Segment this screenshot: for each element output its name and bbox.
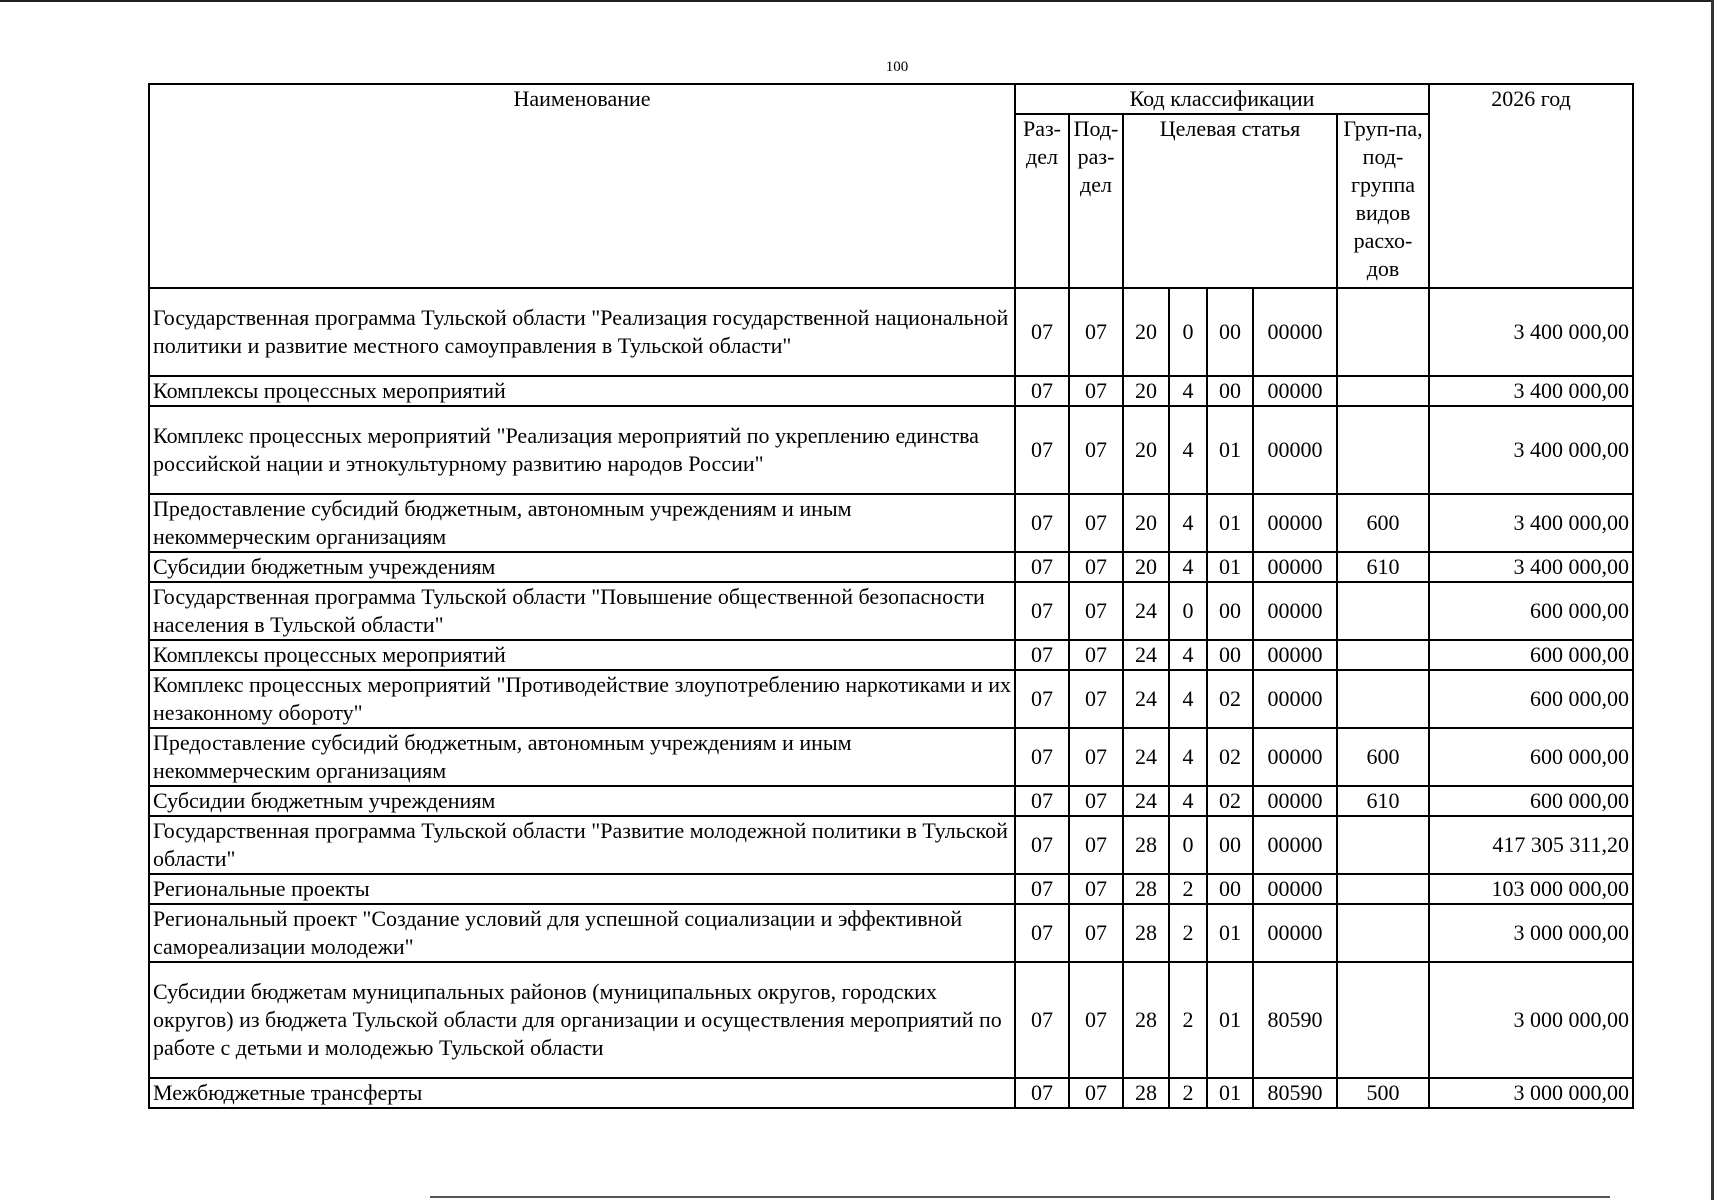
row-amount: 600 000,00 bbox=[1429, 640, 1633, 670]
row-razdel: 07 bbox=[1015, 376, 1069, 406]
row-razdel: 07 bbox=[1015, 640, 1069, 670]
row-podrazdel: 07 bbox=[1069, 670, 1123, 728]
row-name: Предоставление субсидий бюджетным, автономным учреждениям и иным некоммерческим организациям bbox=[149, 494, 1015, 552]
row-target-article-element: 01 bbox=[1207, 1078, 1253, 1108]
budget-table bbox=[148, 83, 1634, 1109]
scan-edge-top bbox=[0, 0, 1714, 2]
table-row bbox=[149, 786, 1633, 816]
row-target-article-program: 28 bbox=[1123, 1078, 1169, 1108]
row-amount: 600 000,00 bbox=[1429, 670, 1633, 728]
table-row bbox=[149, 640, 1633, 670]
row-amount: 3 000 000,00 bbox=[1429, 1078, 1633, 1108]
row-target-article-program: 24 bbox=[1123, 728, 1169, 786]
row-target-article-program: 20 bbox=[1123, 552, 1169, 582]
row-expense-group: 610 bbox=[1337, 786, 1429, 816]
header-target-article: Целевая статья bbox=[1123, 114, 1337, 288]
row-expense-group bbox=[1337, 962, 1429, 1078]
row-razdel: 07 bbox=[1015, 904, 1069, 962]
row-amount: 3 400 000,00 bbox=[1429, 406, 1633, 494]
row-name: Комплексы процессных мероприятий bbox=[149, 376, 1015, 406]
header-name: Наименование bbox=[149, 84, 1015, 288]
row-target-article-program: 28 bbox=[1123, 874, 1169, 904]
header-expense-group: Груп-па, под-группа видов расхо-дов bbox=[1337, 114, 1429, 288]
row-expense-group: 600 bbox=[1337, 494, 1429, 552]
row-target-article-type: 0 bbox=[1169, 816, 1207, 874]
row-expense-group bbox=[1337, 670, 1429, 728]
row-target-article-type: 4 bbox=[1169, 640, 1207, 670]
row-razdel: 07 bbox=[1015, 874, 1069, 904]
table-row bbox=[149, 1078, 1633, 1108]
row-podrazdel: 07 bbox=[1069, 962, 1123, 1078]
row-amount: 3 000 000,00 bbox=[1429, 962, 1633, 1078]
table-row bbox=[149, 728, 1633, 786]
header-razdel: Раз-дел bbox=[1015, 114, 1069, 288]
row-name: Предоставление субсидий бюджетным, автономным учреждениям и иным некоммерческим организациям bbox=[149, 728, 1015, 786]
row-expense-group bbox=[1337, 406, 1429, 494]
table-row bbox=[149, 874, 1633, 904]
row-razdel: 07 bbox=[1015, 816, 1069, 874]
row-target-article-direction: 80590 bbox=[1253, 962, 1337, 1078]
page-number: 100 bbox=[885, 59, 909, 75]
row-expense-group bbox=[1337, 582, 1429, 640]
row-target-article-direction: 00000 bbox=[1253, 494, 1337, 552]
table-row bbox=[149, 552, 1633, 582]
row-target-article-program: 28 bbox=[1123, 904, 1169, 962]
row-podrazdel: 07 bbox=[1069, 494, 1123, 552]
table-row bbox=[149, 582, 1633, 640]
table-row bbox=[149, 494, 1633, 552]
row-target-article-program: 24 bbox=[1123, 786, 1169, 816]
row-razdel: 07 bbox=[1015, 1078, 1069, 1108]
row-target-article-type: 2 bbox=[1169, 962, 1207, 1078]
row-podrazdel: 07 bbox=[1069, 552, 1123, 582]
row-target-article-type: 0 bbox=[1169, 288, 1207, 376]
row-podrazdel: 07 bbox=[1069, 376, 1123, 406]
bottom-line bbox=[430, 1196, 1610, 1198]
row-amount: 3 000 000,00 bbox=[1429, 904, 1633, 962]
row-razdel: 07 bbox=[1015, 552, 1069, 582]
row-target-article-element: 01 bbox=[1207, 552, 1253, 582]
row-amount: 600 000,00 bbox=[1429, 728, 1633, 786]
row-amount: 3 400 000,00 bbox=[1429, 376, 1633, 406]
row-expense-group bbox=[1337, 288, 1429, 376]
row-name: Субсидии бюджетам муниципальных районов (муниципальных округов, городских округов) из бюджета Тульской области для организации и осуществления мероприятий по работе с детьми и молодежью Тульской области bbox=[149, 962, 1015, 1078]
row-name: Государственная программа Тульской области "Развитие молодежной политики в Тульской области" bbox=[149, 816, 1015, 874]
row-target-article-element: 01 bbox=[1207, 406, 1253, 494]
row-podrazdel: 07 bbox=[1069, 786, 1123, 816]
row-name: Комплекс процессных мероприятий "Реализация мероприятий по укреплению единства российской нации и этнокультурному развитию народов России" bbox=[149, 406, 1015, 494]
row-name: Комплексы процессных мероприятий bbox=[149, 640, 1015, 670]
row-target-article-direction: 00000 bbox=[1253, 670, 1337, 728]
row-target-article-type: 4 bbox=[1169, 376, 1207, 406]
row-target-article-element: 02 bbox=[1207, 786, 1253, 816]
row-name: Региональные проекты bbox=[149, 874, 1015, 904]
row-target-article-element: 01 bbox=[1207, 904, 1253, 962]
row-expense-group bbox=[1337, 640, 1429, 670]
row-target-article-type: 4 bbox=[1169, 670, 1207, 728]
row-target-article-element: 01 bbox=[1207, 962, 1253, 1078]
row-target-article-direction: 00000 bbox=[1253, 552, 1337, 582]
row-target-article-type: 0 bbox=[1169, 582, 1207, 640]
row-expense-group: 610 bbox=[1337, 552, 1429, 582]
row-name: Региональный проект "Создание условий для успешной социализации и эффективной самореализации молодежи" bbox=[149, 904, 1015, 962]
row-target-article-direction: 00000 bbox=[1253, 288, 1337, 376]
table-row bbox=[149, 406, 1633, 494]
row-podrazdel: 07 bbox=[1069, 728, 1123, 786]
row-target-article-direction: 00000 bbox=[1253, 874, 1337, 904]
table-row bbox=[149, 816, 1633, 874]
row-amount: 3 400 000,00 bbox=[1429, 288, 1633, 376]
row-name: Государственная программа Тульской области "Реализация государственной национальной политики и развитие местного самоуправления в Тульской области" bbox=[149, 288, 1015, 376]
row-name: Государственная программа Тульской области "Повышение общественной безопасности населения в Тульской области" bbox=[149, 582, 1015, 640]
row-target-article-direction: 00000 bbox=[1253, 406, 1337, 494]
row-target-article-program: 20 bbox=[1123, 494, 1169, 552]
row-target-article-type: 4 bbox=[1169, 728, 1207, 786]
row-target-article-direction: 00000 bbox=[1253, 786, 1337, 816]
row-target-article-element: 01 bbox=[1207, 494, 1253, 552]
row-target-article-type: 2 bbox=[1169, 874, 1207, 904]
header-year: 2026 год bbox=[1429, 84, 1633, 288]
row-target-article-direction: 00000 bbox=[1253, 582, 1337, 640]
table-row bbox=[149, 288, 1633, 376]
table-header bbox=[149, 84, 1633, 288]
row-target-article-type: 4 bbox=[1169, 406, 1207, 494]
row-razdel: 07 bbox=[1015, 582, 1069, 640]
row-podrazdel: 07 bbox=[1069, 640, 1123, 670]
row-podrazdel: 07 bbox=[1069, 816, 1123, 874]
row-name: Комплекс процессных мероприятий "Противодействие злоупотреблению наркотиками и их незаконному обороту" bbox=[149, 670, 1015, 728]
row-expense-group: 600 bbox=[1337, 728, 1429, 786]
header-classification-code: Код классификации bbox=[1015, 84, 1429, 114]
row-razdel: 07 bbox=[1015, 962, 1069, 1078]
row-razdel: 07 bbox=[1015, 494, 1069, 552]
row-target-article-element: 00 bbox=[1207, 582, 1253, 640]
row-razdel: 07 bbox=[1015, 670, 1069, 728]
row-target-article-element: 00 bbox=[1207, 640, 1253, 670]
row-target-article-direction: 00000 bbox=[1253, 376, 1337, 406]
row-expense-group bbox=[1337, 904, 1429, 962]
row-target-article-type: 4 bbox=[1169, 786, 1207, 816]
row-target-article-element: 02 bbox=[1207, 670, 1253, 728]
table-row bbox=[149, 904, 1633, 962]
row-target-article-program: 20 bbox=[1123, 288, 1169, 376]
row-expense-group bbox=[1337, 816, 1429, 874]
table-row bbox=[149, 670, 1633, 728]
row-expense-group bbox=[1337, 376, 1429, 406]
row-target-article-element: 00 bbox=[1207, 816, 1253, 874]
row-target-article-program: 24 bbox=[1123, 582, 1169, 640]
row-target-article-program: 28 bbox=[1123, 816, 1169, 874]
row-target-article-element: 00 bbox=[1207, 874, 1253, 904]
row-razdel: 07 bbox=[1015, 406, 1069, 494]
row-target-article-element: 00 bbox=[1207, 376, 1253, 406]
row-podrazdel: 07 bbox=[1069, 904, 1123, 962]
row-target-article-program: 20 bbox=[1123, 406, 1169, 494]
row-target-article-element: 00 bbox=[1207, 288, 1253, 376]
table-row bbox=[149, 376, 1633, 406]
row-target-article-type: 2 bbox=[1169, 904, 1207, 962]
row-target-article-direction: 00000 bbox=[1253, 640, 1337, 670]
row-name: Субсидии бюджетным учреждениям bbox=[149, 786, 1015, 816]
row-expense-group: 500 bbox=[1337, 1078, 1429, 1108]
row-amount: 600 000,00 bbox=[1429, 582, 1633, 640]
row-target-article-direction: 00000 bbox=[1253, 904, 1337, 962]
row-razdel: 07 bbox=[1015, 288, 1069, 376]
row-target-article-direction: 80590 bbox=[1253, 1078, 1337, 1108]
row-target-article-direction: 00000 bbox=[1253, 816, 1337, 874]
row-target-article-type: 4 bbox=[1169, 552, 1207, 582]
row-name: Субсидии бюджетным учреждениям bbox=[149, 552, 1015, 582]
table-row bbox=[149, 962, 1633, 1078]
row-amount: 103 000 000,00 bbox=[1429, 874, 1633, 904]
row-target-article-program: 28 bbox=[1123, 962, 1169, 1078]
row-podrazdel: 07 bbox=[1069, 288, 1123, 376]
row-razdel: 07 bbox=[1015, 728, 1069, 786]
row-target-article-program: 20 bbox=[1123, 376, 1169, 406]
row-razdel: 07 bbox=[1015, 786, 1069, 816]
row-amount: 417 305 311,20 bbox=[1429, 816, 1633, 874]
row-podrazdel: 07 bbox=[1069, 406, 1123, 494]
row-target-article-type: 4 bbox=[1169, 494, 1207, 552]
table-body bbox=[149, 288, 1633, 1108]
header-podrazdel: Под-раз-дел bbox=[1069, 114, 1123, 288]
row-target-article-direction: 00000 bbox=[1253, 728, 1337, 786]
row-name: Межбюджетные трансферты bbox=[149, 1078, 1015, 1108]
row-amount: 3 400 000,00 bbox=[1429, 552, 1633, 582]
row-target-article-program: 24 bbox=[1123, 640, 1169, 670]
row-amount: 600 000,00 bbox=[1429, 786, 1633, 816]
row-expense-group bbox=[1337, 874, 1429, 904]
row-podrazdel: 07 bbox=[1069, 582, 1123, 640]
row-target-article-program: 24 bbox=[1123, 670, 1169, 728]
row-target-article-type: 2 bbox=[1169, 1078, 1207, 1108]
row-amount: 3 400 000,00 bbox=[1429, 494, 1633, 552]
row-podrazdel: 07 bbox=[1069, 1078, 1123, 1108]
row-podrazdel: 07 bbox=[1069, 874, 1123, 904]
row-target-article-element: 02 bbox=[1207, 728, 1253, 786]
